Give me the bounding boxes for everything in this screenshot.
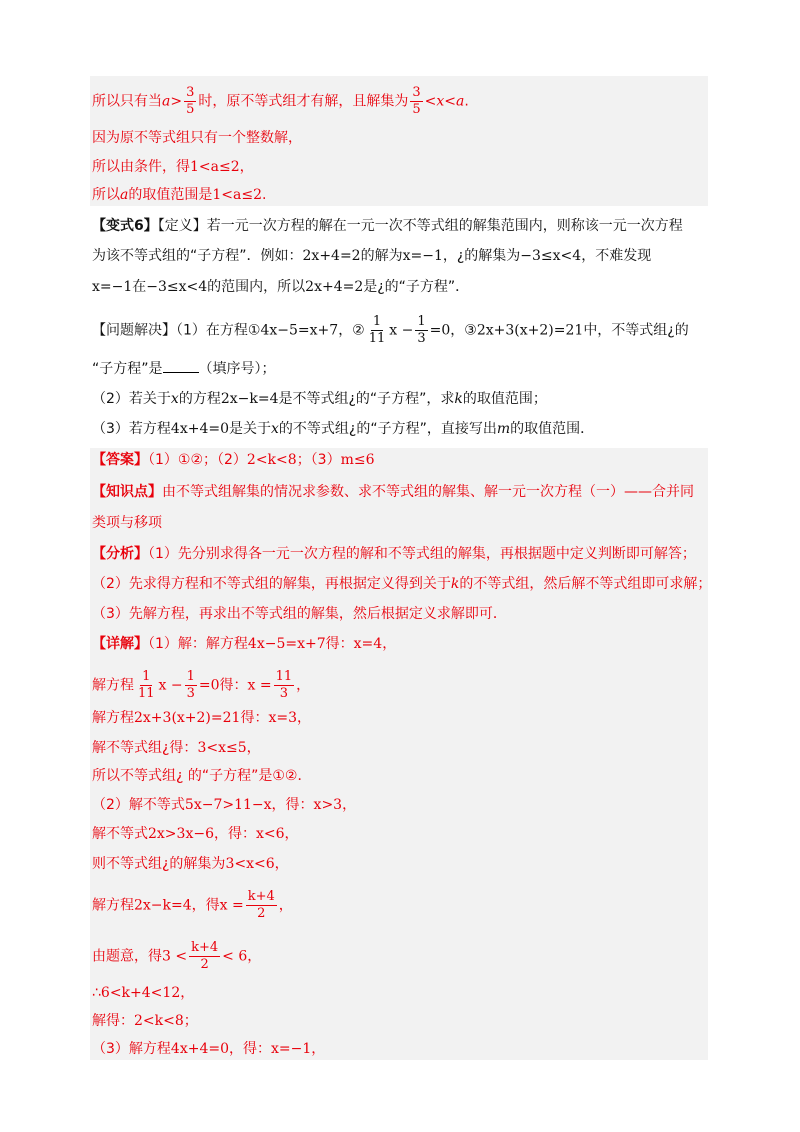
detail-line-1: 【详解】（1）解：解方程4x−5=x+7得：x=4， <box>92 636 397 652</box>
fraction: $\frac{3}{5}$ <box>412 85 421 117</box>
fraction: $\frac{k+4}{2}$ <box>247 889 275 921</box>
fraction: $\frac{1}{11}$ <box>138 669 155 701</box>
problem-line-5: “子方程”是 （填序号）； <box>92 358 276 379</box>
solution-line-4: 所以a的取值范围是1<a≤2. <box>92 187 267 203</box>
solution-line-2: 因为原不等式组只有一个整数解， <box>92 130 302 146</box>
fraction: $\frac{1}{3}$ <box>417 314 426 346</box>
knowledge-line-2: 类项与移项 <box>92 515 162 531</box>
problem-line-1: 【变式6】【定义】若一元一次方程的解在一元一次不等式组的解集范围内，则称该一元一次方程 <box>92 218 683 234</box>
detail-line-11: ∴6<k+4<12， <box>92 985 195 1001</box>
problem-line-3: x=−1在−3≤x<4的范围内，所以2x+4=2是¿的“子方程”． <box>92 279 470 295</box>
fraction: $\frac{3}{5}$ <box>186 85 195 117</box>
variant-tag: 【变式6】 <box>92 218 158 234</box>
detail-line-3: 解方程2x+3(x+2)=21得：x=3， <box>92 710 311 726</box>
problem-line-2: 为该不等式组的“子方程”．例如：2x+4=2的解为x=−1，¿的解集为−3≤x<4，不难发现 <box>92 248 652 264</box>
detail-line-13: （3）解方程4x+4=0，得：x=−1， <box>92 1041 326 1057</box>
analysis-line-3: （3）先解方程，再求出不等式组的解集，然后根据定义求解即可． <box>92 606 507 622</box>
fraction: $\frac{11}{3}$ <box>275 669 293 701</box>
detail-line-4: 解不等式组¿得：3<x≤5， <box>92 740 261 756</box>
answer-line: 【答案】（1）①②；（2）2<k<8；（3）m≤6 <box>92 452 375 468</box>
fraction: $\frac{k+4}{2}$ <box>191 940 219 972</box>
detail-line-6: （2）解不等式5x−7>11−x，得：x>3， <box>92 797 357 813</box>
fraction: $\frac{1}{3}$ <box>186 669 195 701</box>
answer-blank <box>163 358 199 373</box>
fraction: $\frac{1}{11}$ <box>368 314 386 346</box>
detail-line-5: 所以不等式组¿ 的“子方程”是①②． <box>92 768 312 784</box>
analysis-line-1: 【分析】（1）先分别求得各一元一次方程的解和不等式组的解集，再根据题中定义判断即可解答； <box>92 546 696 562</box>
detail-line-2: 解方程 $\frac{1}{11}$ x − $\frac{1}{3}$ =0得：x = $\frac{11}{3}$ ， <box>92 669 311 701</box>
knowledge-line-1: 【知识点】由不等式组解集的情况求参数、求不等式组的解集、解一元一次方程（一）——合并同 <box>92 484 694 500</box>
analysis-line-2: （2）先求得方程和不等式组的解集，再根据定义得到关于k的不等式组，然后解不等式组即可求解； <box>92 576 712 592</box>
problem-line-7: （3）若方程4x+4=0是关于x的不等式组¿的“子方程”，直接写出m的取值范围． <box>92 421 595 437</box>
detail-line-8: 则不等式组¿的解集为3<x<6， <box>92 856 289 872</box>
problem-line-6: （2）若关于x的方程2x−k=4是不等式组¿的“子方程”，求k的取值范围； <box>92 391 547 407</box>
detail-line-7: 解不等式2x>3x−6，得：x<6， <box>92 826 299 842</box>
solution-line-3: 所以由条件，得1<a≤2， <box>92 159 254 175</box>
detail-line-10: 由题意，得3 < $\frac{k+4}{2}$ < 6， <box>92 940 262 972</box>
problem-line-4: 【问题解决】（1）在方程①4x−5=x+7，② $\frac{1}{11}$ x − $\frac{1}{3}$ =0，③2x+3(x+2)=21中，不等式组¿的 <box>92 314 689 346</box>
solution-line-1: 所以只有当a> $\frac{3}{5}$ 时，原不等式组才有解，且解集为 $\frac{3}{5}$ <x<a. <box>92 85 469 117</box>
detail-line-9: 解方程2x−k=4，得x = $\frac{k+4}{2}$ ， <box>92 889 293 921</box>
detail-line-12: 解得：2<k<8； <box>92 1013 198 1029</box>
